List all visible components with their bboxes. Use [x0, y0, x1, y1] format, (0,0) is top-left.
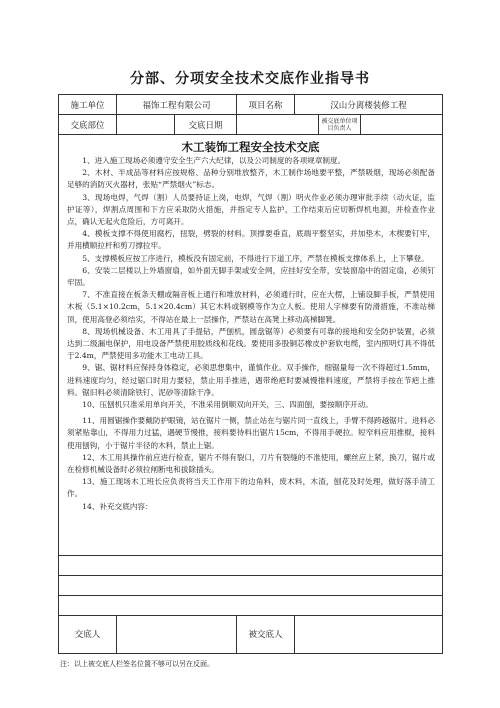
paragraph: 9、锯、锯材料应保持身体稳定，必须思想集中，谨慎作业。双手操作，细锯量每一次不得超过1.5mm，进料速度均匀，经过锯口时用力要轻，禁止用手推进，遇带绝疤时要减慢推料速度，严禁将手按在节疤上推料。锯旧料必须清除铁钉、泥砂等清除干净。 [67, 363, 435, 397]
unit-value: 福饰工程有限公司 [117, 95, 237, 114]
footnote: 注：以上被交底人栏签名位置不够可以另在反面。 [60, 660, 214, 668]
header-row-unit [59, 95, 442, 115]
paragraph: 3、现场电焊，气焊（割）人员要持证上岗，电焊，气焊（割）明火作业必须办理审批手续（动火证，监护证等），焊割点周围和下方应采取防火措施，并指定专人监护，工作结束后应切断焊机电源，并检查作业点，确认无起火危险后，方可离开。 [67, 192, 435, 227]
unit-label: 施工单位 [59, 95, 117, 114]
paragraph: 10、压刨机只准采用单向开关，不准采用倒顺双向开关，三、四面刨，要按顺序开动。 [82, 400, 373, 410]
supplement-line [59, 595, 442, 596]
part-label: 交底部位 [59, 115, 117, 134]
paragraph: 11、用圆锯操作要戴防护眼镜，站在锯片一侧，禁止站在与锯片同一直线上，手臂不得跨越锯片。进料必须紧贴靠山，不得用力过猛，遇硬节慢推，接料要待料出锯片15cm，不得用手硬拉。短窄料应用推棍，接料使用刨钩，小于锯片半径的木料，禁止上锯。 [67, 416, 435, 450]
supplement-line [59, 555, 442, 556]
sender-label: 交底人 [59, 615, 117, 653]
project-value: 汉山分离楼装修工程 [330, 100, 407, 111]
paragraph: 4、模板支撑不得使用腐朽，扭裂，劈裂的材料。顶撑要垂直，底端平整坚实，并加垫木，木楔要钉牢，并用横顺拉杆和剪刀撑拉牢。 [67, 229, 435, 251]
paragraph: 13、施工现场木工班长应负责将当天工作用下的边角料，废木料，木渣，刨花及时处理，做好落手清工作。 [67, 477, 435, 499]
signature-row [59, 615, 442, 653]
paragraph-list [67, 155, 435, 513]
recipient-label: 被交底单位项目负责人 [319, 115, 361, 134]
paragraph: 8、现场机械设备、木工用具了手提钻，严刨机，圆盘锯等）必须要有可靠的接地和安全防护装置，必须达到二级漏电保护，用电设备严禁使用胶质线和花线。要使用多股铜芯橡皮护套软电缆，室内照明灯具不得低于2.4m，严禁使用多功能木工电动工具。 [67, 326, 435, 361]
paragraph: 2、木材、半成品等材料应按规格、品种分别堆放整齐，木工制作场地要平整，严禁吸烟，现场必须配备足够的消防灭火器材，张贴“严禁烟火”标志。 [67, 168, 435, 190]
disclosure-body [59, 135, 442, 615]
paragraph: 6、安装二层楼以上外墙窗扇，如外面无脚手架或安全网，应挂好安全带，安装窗扇中的固定扇，必须钉牢固。 [67, 265, 435, 288]
date-label: 交底日期 [175, 115, 237, 134]
project-label: 项目名称 [237, 95, 295, 114]
paragraph: 14、补充交底内容： [82, 501, 153, 511]
sender-value [117, 615, 237, 653]
paragraph: 7、不准直接在板条天棚或隔音板上通行和堆放材料，必须通行时，应在大楞，上铺设脚手板，严禁使用木板（5.1×10.2cm，5.1×20.4cm）其它木料或钢模等作为立人板。使用人字梯要有防滑措施，不准站梯顶，使用高登必须结实，不得站在最上一层操作，严禁站在高凳上移动高梯脚凳。 [67, 290, 435, 324]
paragraph: 5、支撑模板应按工序进行，模板没有固定前，不得进行下道工序，严禁在模板支撑体系上，上下攀登。 [82, 253, 429, 263]
header-row-part [59, 115, 442, 135]
document-title: 分部、分项安全技术交底作业指导书 [130, 71, 370, 87]
disclosure-form [58, 94, 443, 654]
recipient-value [361, 115, 442, 134]
date-value [237, 115, 319, 134]
paragraph: 1、进入施工现场必须遵守安全生产六大纪律，以及公司制度的各项规章制度。 [82, 156, 346, 165]
receiver-label: 被交底人 [237, 615, 295, 653]
receiver-value [295, 615, 442, 653]
paragraph: 12、木工用具操作前应进行检查，锯片不得有裂口，刀片有裂缝的不准使用，螺丝应上紧，换刀，锯片或在检修机械设备时必须拉闸断电和拔除插头。 [67, 452, 435, 475]
section-title: 木工装饰工程安全技术交底 [181, 140, 320, 154]
part-value [117, 115, 175, 134]
supplement-line [59, 575, 442, 576]
